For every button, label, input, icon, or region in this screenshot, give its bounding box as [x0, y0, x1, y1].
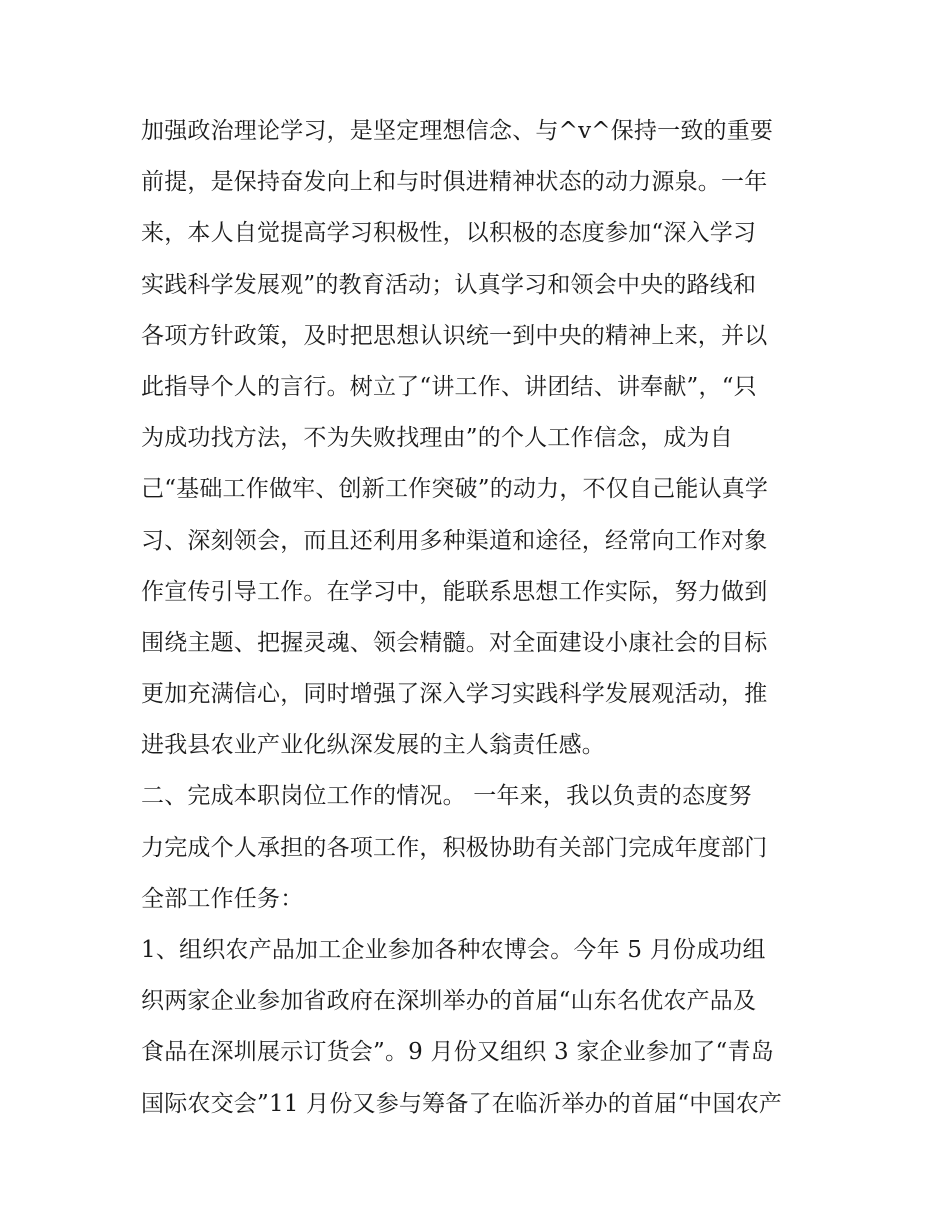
- text-line: 此指导个人的言行。树立了“讲工作、讲团结、讲奉献”，“只: [141, 373, 757, 400]
- text-line: 围绕主题、把握灵魂、领会精髓。对全面建设小康社会的目标: [141, 629, 768, 656]
- text-line: 己“基础工作做牢、创新工作突破”的动力，不仅自己能认真学: [141, 476, 769, 503]
- text-line: 国际农交会”11 月份又参与筹备了在临沂举办的首届“中国农产: [141, 1090, 783, 1117]
- text-line: 加强政治理论学习，是坚定理想信念、与^v^保持一致的重要: [141, 118, 774, 144]
- text-line: 食品在深圳展示订货会”。9 月份又组织 3 家企业参加了“青岛: [141, 1039, 774, 1066]
- section-heading-line: 二、完成本职岗位工作的情况。 一年来，我以负责的态度努: [141, 783, 752, 810]
- text-line: 习、深刻领会，而且还利用多种渠道和途径，经常向工作对象: [141, 527, 768, 554]
- text-line: 力完成个人承担的各项工作，积极协助有关部门完成年度部门: [141, 834, 768, 861]
- text-line: 前提，是保持奋发向上和与时俱进精神状态的动力源泉。一年: [141, 169, 768, 196]
- document-body: [141, 106, 821, 1130]
- text-line: 为成功找方法，不为失败找理由”的个人工作信念，成为自: [141, 425, 733, 452]
- text-line: 全部工作任务：: [141, 885, 304, 912]
- list-item-line: 1、组织农产品加工企业参加各种农博会。今年 5 月份成功组: [141, 937, 766, 963]
- text-line: 进我县农业产业化纵深发展的主人翁责任感。: [141, 732, 605, 759]
- text-line: 各项方针政策，及时把思想认识统一到中央的精神上来，并以: [141, 322, 768, 349]
- text-line: 织两家企业参加省政府在深圳举办的首届“山东名优农产品及: [141, 988, 757, 1015]
- text-line: 更加充满信心，同时增强了深入学习实践科学发展观活动，推: [141, 681, 768, 708]
- text-line: 实践科学发展观”的教育活动；认真学习和领会中央的路线和: [141, 271, 757, 298]
- text-line: 作宣传引导工作。在学习中，能联系思想工作实际，努力做到: [141, 578, 768, 605]
- text-line: 来，本人自觉提高学习积极性，以积极的态度参加“深入学习: [141, 220, 757, 247]
